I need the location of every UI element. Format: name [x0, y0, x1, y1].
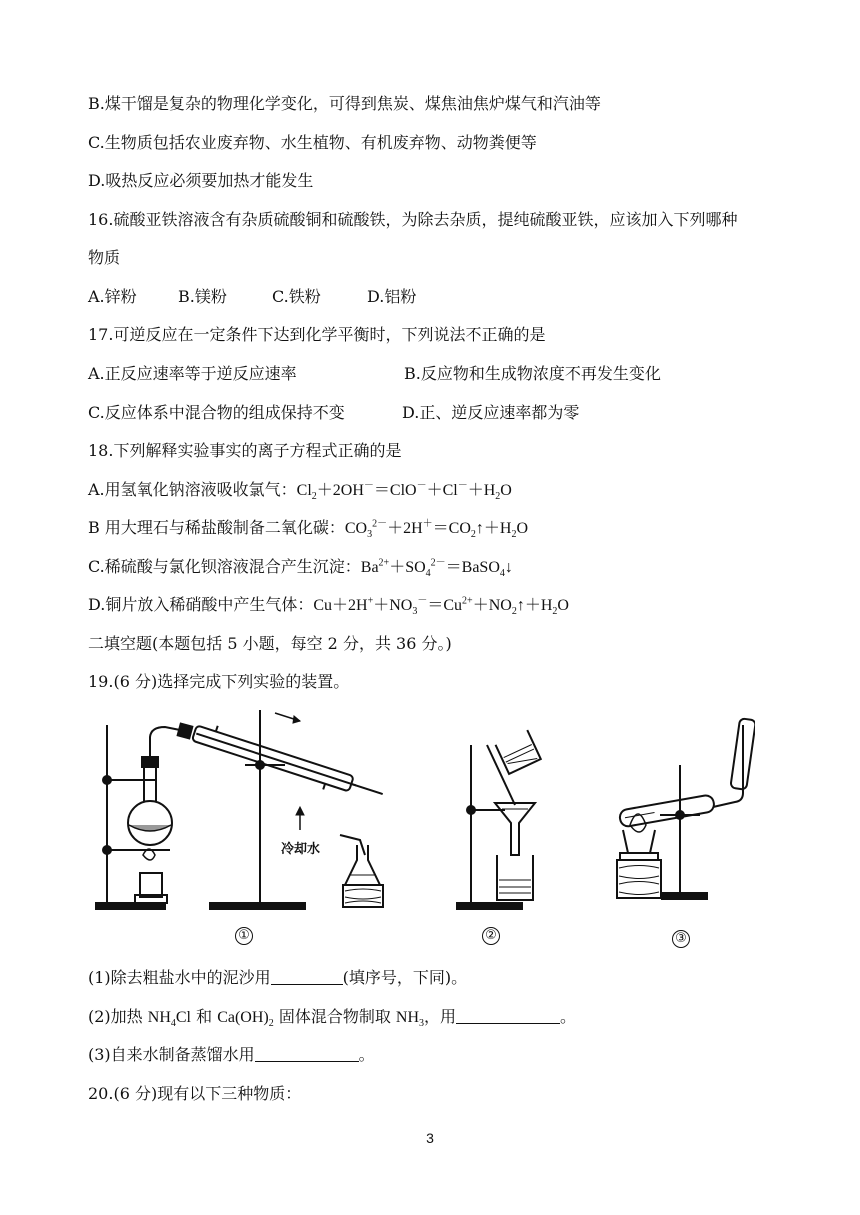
q19-3-end: 。: [358, 1045, 375, 1064]
option-b-q15: B.煤干馏是复杂的物理化学变化，可得到焦炭、煤焦油焦炉煤气和汽油等: [88, 94, 601, 113]
answer-blank-2[interactable]: [456, 1007, 560, 1024]
option-a-q17: A.正反应速率等于逆反应速率: [88, 364, 297, 383]
cooling-water-label: 冷却水: [281, 842, 321, 857]
option-c-q15: C.生物质包括农业废弃物、水生植物、有机废弃物、动物粪便等: [88, 133, 537, 152]
option-c-q16: C.铁粉: [272, 287, 321, 306]
filtration-apparatus: [457, 730, 541, 909]
question-20: 20.(6 分)现有以下三种物质：: [88, 1084, 302, 1103]
distillation-apparatus: [95, 710, 387, 909]
question-16-line2: 物质: [88, 248, 121, 267]
option-c-q18-text: C.稀硫酸与氯化钡溶液混合产生沉淀：: [88, 557, 361, 576]
option-a-q18-text: A.用氢氧化钠溶液吸收氯气：: [88, 480, 297, 499]
q19-2-text-e: 。: [560, 1007, 577, 1026]
answer-blank-3[interactable]: [255, 1045, 359, 1062]
page-number: 3: [426, 1130, 434, 1146]
option-c-q18: [88, 557, 513, 578]
q19-1-text: (1)除去粗盐水中的泥沙用: [88, 968, 271, 987]
question-16-line1: 16.硫酸亚铁溶液含有杂质硫酸铜和硫酸铁，为除去杂质，提纯硫酸亚铁，应该加入下列哪种: [88, 210, 738, 229]
q19-1-note: (填序号，下同)。: [342, 968, 468, 987]
heating-apparatus: [617, 718, 755, 899]
formula-caoh2: $Ca(OH)_2$: [217, 1009, 274, 1030]
question-17-cd: [88, 403, 580, 423]
question-19-part2: [88, 1007, 576, 1028]
q19-2-text-d: ，用: [424, 1007, 457, 1026]
question-16-options: [88, 287, 417, 307]
option-b-q18: [88, 518, 528, 539]
q19-3-text: (3)自来水制备蒸馏水用: [88, 1045, 255, 1064]
q19-2-text-a: (2)加热: [88, 1007, 148, 1026]
question-19: 19.(6 分)选择完成下列实验的装置。: [88, 672, 350, 691]
question-18: 18.下列解释实验事实的离子方程式正确的是: [88, 441, 402, 460]
option-a-q16: A.锌粉: [88, 287, 137, 306]
option-d-q16: D.铝粉: [367, 287, 417, 306]
option-a-q18: [88, 480, 512, 501]
option-d-q15: D.吸热反应必须要加热才能发生: [88, 171, 314, 190]
q19-2-text-b: 和: [191, 1007, 218, 1026]
answer-blank-1[interactable]: [271, 968, 343, 985]
q19-2-text-c: 固体混合物制取: [273, 1007, 396, 1026]
option-c-q17: C.反应体系中混合物的组成保持不变: [88, 403, 345, 422]
option-d-q17: D.正、逆反应速率都为零: [402, 403, 580, 422]
option-b-q17: B.反应物和生成物浓度不再发生变化: [404, 364, 661, 383]
label-apparatus-3: ③: [672, 930, 690, 948]
option-b-q16: B.镁粉: [178, 287, 227, 306]
question-19-part1: [88, 968, 467, 988]
option-d-q18: [88, 595, 569, 616]
option-b-q18-text: B 用大理石与稀盐酸制备二氧化碳：: [88, 518, 345, 537]
apparatus-figure: [95, 705, 755, 959]
equation-d: $Cu+2H^++NO_3^-=Cu^{2+}+NO_2↑+H_2O$: [313, 595, 569, 618]
formula-nh3: $NH_3$: [395, 1009, 425, 1030]
apparatus-drawing: [95, 705, 755, 955]
option-d-q18-text: D.铜片放入稀硝酸中产生气体：: [88, 595, 314, 614]
equation-c: $Ba^{2+}+SO_4^{2-}=BaSO_4↓$: [360, 557, 513, 580]
equation-b: $CO_3^{2-}+2H^+=CO_2↑+H_2O$: [344, 518, 529, 541]
label-apparatus-2: ②: [482, 927, 500, 945]
equation-a: $Cl_2+2OH^-=ClO^-+Cl^-+H_2O$: [296, 480, 512, 503]
section-2-heading: 二填空题(本题包括 5 小题，每空 2 分，共 36 分。): [88, 634, 452, 653]
question-17: 17.可逆反应在一定条件下达到化学平衡时，下列说法不正确的是: [88, 325, 546, 344]
question-17-ab: [88, 364, 661, 384]
formula-nh4cl: $NH_4Cl$: [147, 1009, 191, 1030]
question-19-part3: [88, 1045, 375, 1065]
label-apparatus-1: ①: [235, 927, 253, 945]
